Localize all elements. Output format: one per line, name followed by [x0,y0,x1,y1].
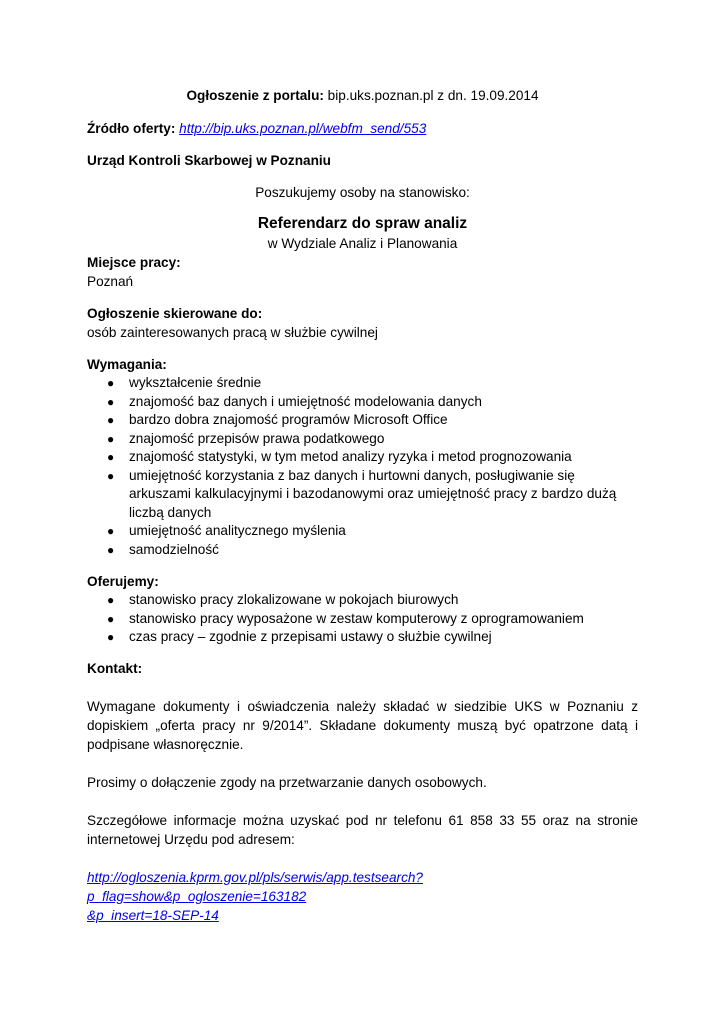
ogloszenia-link-line2: &p_insert=18-SEP-14 [87,907,219,923]
offer-list [87,591,638,647]
bullet-icon: ● [107,593,115,607]
contact-label: Kontakt: [87,660,143,676]
list-item [107,467,638,523]
employer-name: Urząd Kontroli Skarbowej w Poznaniu [87,153,331,168]
list-item [107,591,638,610]
bullet-icon: ● [107,468,115,483]
requirement-text: wykształcenie średnie [129,375,262,390]
contact-paragraph-documents: Wymagane dokumenty i oświadczenia należy składać w siedzibie UKS w Poznaniu z dopiskiem „oferta pracy nr 9/2014”. Składane dokumenty muszą być opatrzone datą i podpisane własnoręcznie. [87,698,638,752]
bullet-icon: ● [107,542,115,557]
portal-label: Ogłoszenie z portalu: [186,88,324,103]
contact-paragraph-consent: Prosimy o dołączenie zgody na przetwarzanie danych osobowych. [87,774,487,790]
list-item [107,448,638,467]
source-line [87,119,638,138]
audience-value: osób zainteresowanych pracą w służbie cywilnej [87,325,378,340]
ogloszenia-link-line1: http://ogloszenia.kprm.gov.pl/pls/serwis/app.testsearch?p_flag=show&p_ogloszenie=163182 [87,869,423,904]
requirements-list [87,374,638,559]
offer-text: stanowisko pracy wyposażone w zestaw komputerowy z oprogramowaniem [129,610,584,626]
requirement-text: umiejętność analitycznego myślenia [129,523,346,538]
contact-link-block [87,868,638,925]
workplace-value: Poznań [87,274,134,289]
list-item [107,522,638,541]
list-item [107,430,638,449]
audience-label: Ogłoszenie skierowane do: [87,306,263,321]
bullet-icon: ● [107,524,115,538]
requirement-text: samodzielność [129,541,219,557]
requirements-label: Wymagania: [87,357,167,372]
job-title: Referendarz do spraw analiz [257,215,468,232]
bullet-icon: ● [107,376,115,390]
portal-value: bip.uks.poznan.pl z dn. 19.09.2014 [323,88,539,103]
list-item [107,374,638,393]
job-department: w Wydziale Analiz i Planowania [267,236,458,251]
bullet-icon: ● [107,450,115,464]
offer-text: stanowisko pracy zlokalizowane w pokojach biurowych [129,592,459,607]
requirement-text: znajomość baz danych i umiejętność modelowania danych [129,393,482,409]
bullet-icon: ● [107,394,115,409]
looking-for-text: Poszukujemy osoby na stanowisko: [255,185,470,200]
contact-paragraph-info: Szczegółowe informacje można uzyskać pod nr telefonu 61 858 33 55 oraz na stronie internetowej Urzędu pod adresem: [87,812,638,847]
list-item [107,628,638,647]
requirement-text: znajomość statystyki, w tym metod analizy ryzyka i metod prognozowania [129,449,572,464]
source-label: Źródło oferty: [87,121,176,136]
bullet-icon: ● [107,630,115,644]
ogloszenia-link[interactable] [87,870,423,923]
requirement-text: bardzo dobra znajomość programów Microsoft Office [129,412,448,427]
list-item [107,393,638,412]
list-item [107,411,638,430]
requirement-text: umiejętność korzystania z baz danych i hurtowni danych, posługiwanie się arkuszami kalkulacyjnymi i bazodanowymi oraz umiejętność pracy z bardzo dużą liczbą danych [129,467,617,520]
offer-text: czas pracy – zgodnie z przepisami ustawy o służbie cywilnej [129,629,492,644]
requirement-text: znajomość przepisów prawa podatkowego [129,430,385,446]
list-item [107,541,638,560]
workplace-label: Miejsce pracy: [87,255,181,270]
bullet-icon: ● [107,413,115,427]
bullet-icon: ● [107,431,115,446]
list-item [107,610,638,629]
bullet-icon: ● [107,611,115,626]
portal-line [87,86,638,105]
source-link[interactable]: http://bip.uks.poznan.pl/webfm_send/553 [179,121,427,136]
offer-label: Oferujemy: [87,574,159,589]
